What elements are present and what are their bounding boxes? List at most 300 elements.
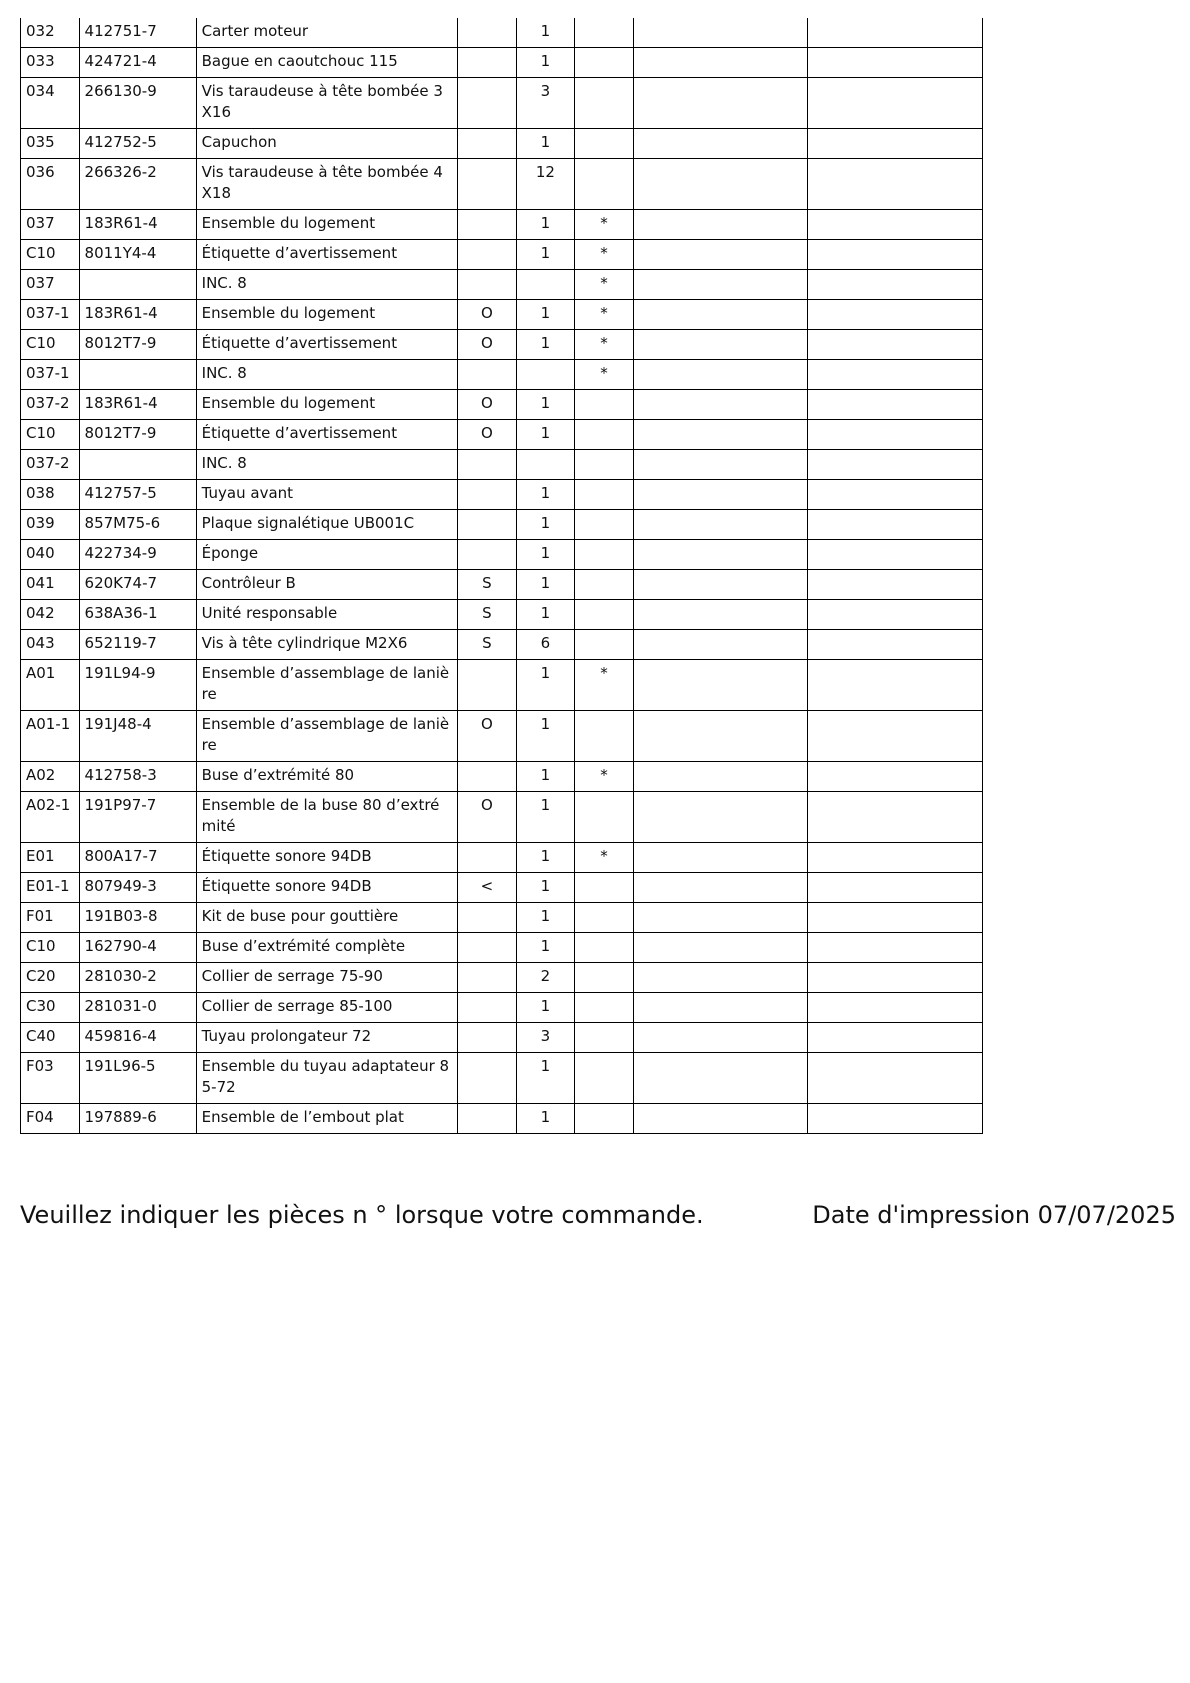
part-number-cell: C10 bbox=[21, 240, 80, 270]
blank-cell-7 bbox=[633, 762, 808, 792]
reference-cell: 412752-5 bbox=[79, 129, 196, 159]
code-cell bbox=[458, 480, 517, 510]
description-cell: Ensemble du logement bbox=[196, 390, 457, 420]
blank-cell-7 bbox=[633, 240, 808, 270]
table-row bbox=[21, 1053, 983, 1104]
table-row bbox=[21, 1023, 983, 1053]
reference-cell: 183R61-4 bbox=[79, 300, 196, 330]
blank-cell-8 bbox=[808, 48, 983, 78]
description-cell: Ensemble d’assemblage de lanière bbox=[196, 711, 457, 762]
blank-cell-7 bbox=[633, 390, 808, 420]
code-cell: S bbox=[458, 570, 517, 600]
table-row bbox=[21, 1104, 983, 1134]
part-number-cell: C10 bbox=[21, 330, 80, 360]
description-cell: Ensemble de l’embout plat bbox=[196, 1104, 457, 1134]
blank-cell-7 bbox=[633, 1104, 808, 1134]
part-number-cell: 034 bbox=[21, 78, 80, 129]
table-row bbox=[21, 480, 983, 510]
quantity-cell: 1 bbox=[516, 48, 575, 78]
description-cell: Tuyau prolongateur 72 bbox=[196, 1023, 457, 1053]
code-cell: O bbox=[458, 300, 517, 330]
blank-cell-8 bbox=[808, 480, 983, 510]
code-cell bbox=[458, 1053, 517, 1104]
part-number-cell: 032 bbox=[21, 18, 80, 48]
reference-cell: 8012T7-9 bbox=[79, 330, 196, 360]
table-row bbox=[21, 510, 983, 540]
parts-table bbox=[20, 18, 983, 1134]
part-number-cell: C20 bbox=[21, 963, 80, 993]
part-number-cell: C30 bbox=[21, 993, 80, 1023]
code-cell bbox=[458, 270, 517, 300]
table-row bbox=[21, 78, 983, 129]
description-cell: Éponge bbox=[196, 540, 457, 570]
part-number-cell: F03 bbox=[21, 1053, 80, 1104]
quantity-cell: 1 bbox=[516, 1104, 575, 1134]
blank-cell-8 bbox=[808, 450, 983, 480]
part-number-cell: F04 bbox=[21, 1104, 80, 1134]
mark-cell bbox=[575, 18, 634, 48]
mark-cell bbox=[575, 78, 634, 129]
description-cell: Étiquette d’avertissement bbox=[196, 240, 457, 270]
quantity-cell: 1 bbox=[516, 843, 575, 873]
part-number-cell: 042 bbox=[21, 600, 80, 630]
code-cell bbox=[458, 450, 517, 480]
blank-cell-7 bbox=[633, 510, 808, 540]
mark-cell bbox=[575, 540, 634, 570]
blank-cell-7 bbox=[633, 210, 808, 240]
reference-cell: 857M75-6 bbox=[79, 510, 196, 540]
description-cell: Étiquette sonore 94DB bbox=[196, 843, 457, 873]
mark-cell: * bbox=[575, 843, 634, 873]
table-row bbox=[21, 630, 983, 660]
table-row bbox=[21, 159, 983, 210]
table-row bbox=[21, 933, 983, 963]
part-number-cell: 038 bbox=[21, 480, 80, 510]
description-cell: Étiquette d’avertissement bbox=[196, 420, 457, 450]
quantity-cell: 1 bbox=[516, 570, 575, 600]
code-cell: O bbox=[458, 390, 517, 420]
reference-cell: 266326-2 bbox=[79, 159, 196, 210]
quantity-cell: 1 bbox=[516, 873, 575, 903]
mark-cell bbox=[575, 963, 634, 993]
quantity-cell: 2 bbox=[516, 963, 575, 993]
table-row bbox=[21, 570, 983, 600]
code-cell bbox=[458, 48, 517, 78]
blank-cell-8 bbox=[808, 390, 983, 420]
reference-cell bbox=[79, 270, 196, 300]
reference-cell: 197889-6 bbox=[79, 1104, 196, 1134]
table-row bbox=[21, 210, 983, 240]
code-cell bbox=[458, 843, 517, 873]
blank-cell-7 bbox=[633, 711, 808, 762]
blank-cell-8 bbox=[808, 792, 983, 843]
blank-cell-7 bbox=[633, 270, 808, 300]
table-row bbox=[21, 390, 983, 420]
code-cell bbox=[458, 1104, 517, 1134]
code-cell bbox=[458, 510, 517, 540]
blank-cell-8 bbox=[808, 1104, 983, 1134]
quantity-cell: 1 bbox=[516, 903, 575, 933]
part-number-cell: 041 bbox=[21, 570, 80, 600]
quantity-cell: 1 bbox=[516, 240, 575, 270]
blank-cell-8 bbox=[808, 210, 983, 240]
part-number-cell: 039 bbox=[21, 510, 80, 540]
part-number-cell: C10 bbox=[21, 420, 80, 450]
table-row bbox=[21, 360, 983, 390]
quantity-cell: 12 bbox=[516, 159, 575, 210]
mark-cell: * bbox=[575, 360, 634, 390]
quantity-cell: 1 bbox=[516, 300, 575, 330]
blank-cell-7 bbox=[633, 330, 808, 360]
reference-cell: 266130-9 bbox=[79, 78, 196, 129]
table-row bbox=[21, 450, 983, 480]
reference-cell bbox=[79, 360, 196, 390]
reference-cell: 191J48-4 bbox=[79, 711, 196, 762]
table-row bbox=[21, 600, 983, 630]
blank-cell-7 bbox=[633, 600, 808, 630]
blank-cell-8 bbox=[808, 159, 983, 210]
description-cell: Capuchon bbox=[196, 129, 457, 159]
quantity-cell: 1 bbox=[516, 660, 575, 711]
table-row bbox=[21, 903, 983, 933]
table-row bbox=[21, 792, 983, 843]
table-row bbox=[21, 660, 983, 711]
part-number-cell: 037 bbox=[21, 210, 80, 240]
code-cell bbox=[458, 240, 517, 270]
quantity-cell: 1 bbox=[516, 792, 575, 843]
blank-cell-7 bbox=[633, 450, 808, 480]
reference-cell: 412757-5 bbox=[79, 480, 196, 510]
code-cell bbox=[458, 540, 517, 570]
blank-cell-7 bbox=[633, 78, 808, 129]
blank-cell-8 bbox=[808, 300, 983, 330]
table-row bbox=[21, 129, 983, 159]
part-number-cell: 037-1 bbox=[21, 360, 80, 390]
mark-cell bbox=[575, 510, 634, 540]
blank-cell-7 bbox=[633, 1023, 808, 1053]
description-cell: Kit de buse pour gouttière bbox=[196, 903, 457, 933]
reference-cell bbox=[79, 450, 196, 480]
code-cell: < bbox=[458, 873, 517, 903]
part-number-cell: A01-1 bbox=[21, 711, 80, 762]
part-number-cell: A02-1 bbox=[21, 792, 80, 843]
blank-cell-8 bbox=[808, 360, 983, 390]
reference-cell: 183R61-4 bbox=[79, 210, 196, 240]
mark-cell bbox=[575, 873, 634, 903]
blank-cell-7 bbox=[633, 18, 808, 48]
table-row bbox=[21, 711, 983, 762]
description-cell: Ensemble du tuyau adaptateur 85-72 bbox=[196, 1053, 457, 1104]
code-cell: S bbox=[458, 630, 517, 660]
blank-cell-8 bbox=[808, 18, 983, 48]
reference-cell: 620K74-7 bbox=[79, 570, 196, 600]
mark-cell: * bbox=[575, 240, 634, 270]
quantity-cell: 1 bbox=[516, 18, 575, 48]
quantity-cell: 1 bbox=[516, 330, 575, 360]
code-cell: O bbox=[458, 711, 517, 762]
blank-cell-8 bbox=[808, 240, 983, 270]
part-number-cell: 035 bbox=[21, 129, 80, 159]
code-cell: O bbox=[458, 330, 517, 360]
mark-cell bbox=[575, 630, 634, 660]
blank-cell-8 bbox=[808, 270, 983, 300]
mark-cell: * bbox=[575, 330, 634, 360]
code-cell: O bbox=[458, 792, 517, 843]
blank-cell-7 bbox=[633, 630, 808, 660]
mark-cell bbox=[575, 1104, 634, 1134]
blank-cell-8 bbox=[808, 129, 983, 159]
blank-cell-7 bbox=[633, 48, 808, 78]
blank-cell-8 bbox=[808, 993, 983, 1023]
table-row bbox=[21, 993, 983, 1023]
blank-cell-8 bbox=[808, 1023, 983, 1053]
mark-cell: * bbox=[575, 762, 634, 792]
description-cell: Buse d’extrémité complète bbox=[196, 933, 457, 963]
mark-cell bbox=[575, 933, 634, 963]
table-row bbox=[21, 300, 983, 330]
reference-cell: 424721-4 bbox=[79, 48, 196, 78]
mark-cell: * bbox=[575, 210, 634, 240]
reference-cell: 422734-9 bbox=[79, 540, 196, 570]
blank-cell-8 bbox=[808, 762, 983, 792]
code-cell: O bbox=[458, 420, 517, 450]
description-cell: Carter moteur bbox=[196, 18, 457, 48]
reference-cell: 652119-7 bbox=[79, 630, 196, 660]
code-cell bbox=[458, 933, 517, 963]
quantity-cell: 1 bbox=[516, 1053, 575, 1104]
reference-cell: 162790-4 bbox=[79, 933, 196, 963]
table-row bbox=[21, 18, 983, 48]
blank-cell-8 bbox=[808, 843, 983, 873]
blank-cell-7 bbox=[633, 300, 808, 330]
blank-cell-8 bbox=[808, 1053, 983, 1104]
part-number-cell: A02 bbox=[21, 762, 80, 792]
mark-cell bbox=[575, 129, 634, 159]
code-cell bbox=[458, 903, 517, 933]
mark-cell bbox=[575, 792, 634, 843]
mark-cell bbox=[575, 993, 634, 1023]
blank-cell-8 bbox=[808, 510, 983, 540]
blank-cell-7 bbox=[633, 933, 808, 963]
quantity-cell: 1 bbox=[516, 480, 575, 510]
description-cell: Ensemble d’assemblage de lanière bbox=[196, 660, 457, 711]
blank-cell-8 bbox=[808, 933, 983, 963]
reference-cell: 459816-4 bbox=[79, 1023, 196, 1053]
quantity-cell: 1 bbox=[516, 420, 575, 450]
blank-cell-7 bbox=[633, 873, 808, 903]
part-number-cell: 037 bbox=[21, 270, 80, 300]
code-cell bbox=[458, 159, 517, 210]
reference-cell: 412758-3 bbox=[79, 762, 196, 792]
reference-cell: 8012T7-9 bbox=[79, 420, 196, 450]
mark-cell bbox=[575, 1023, 634, 1053]
part-number-cell: A01 bbox=[21, 660, 80, 711]
reference-cell: 8011Y4-4 bbox=[79, 240, 196, 270]
blank-cell-8 bbox=[808, 711, 983, 762]
description-cell: INC. 8 bbox=[196, 450, 457, 480]
description-cell: Buse d’extrémité 80 bbox=[196, 762, 457, 792]
table-row bbox=[21, 270, 983, 300]
blank-cell-8 bbox=[808, 540, 983, 570]
table-row bbox=[21, 963, 983, 993]
part-number-cell: 037-1 bbox=[21, 300, 80, 330]
quantity-cell: 1 bbox=[516, 390, 575, 420]
blank-cell-7 bbox=[633, 129, 808, 159]
mark-cell bbox=[575, 159, 634, 210]
description-cell: Ensemble du logement bbox=[196, 300, 457, 330]
blank-cell-7 bbox=[633, 903, 808, 933]
quantity-cell bbox=[516, 450, 575, 480]
quantity-cell: 3 bbox=[516, 1023, 575, 1053]
description-cell: Ensemble de la buse 80 d’extrémité bbox=[196, 792, 457, 843]
description-cell: Vis taraudeuse à tête bombée 4X18 bbox=[196, 159, 457, 210]
reference-cell: 412751-7 bbox=[79, 18, 196, 48]
table-row bbox=[21, 330, 983, 360]
part-number-cell: F01 bbox=[21, 903, 80, 933]
description-cell: Collier de serrage 85-100 bbox=[196, 993, 457, 1023]
table-row bbox=[21, 762, 983, 792]
blank-cell-7 bbox=[633, 480, 808, 510]
reference-cell: 183R61-4 bbox=[79, 390, 196, 420]
blank-cell-8 bbox=[808, 570, 983, 600]
part-number-cell: C40 bbox=[21, 1023, 80, 1053]
reference-cell: 281030-2 bbox=[79, 963, 196, 993]
description-cell: Bague en caoutchouc 115 bbox=[196, 48, 457, 78]
part-number-cell: E01 bbox=[21, 843, 80, 873]
mark-cell bbox=[575, 420, 634, 450]
code-cell bbox=[458, 210, 517, 240]
blank-cell-8 bbox=[808, 873, 983, 903]
blank-cell-7 bbox=[633, 360, 808, 390]
quantity-cell: 1 bbox=[516, 510, 575, 540]
quantity-cell: 1 bbox=[516, 129, 575, 159]
description-cell: Ensemble du logement bbox=[196, 210, 457, 240]
blank-cell-8 bbox=[808, 600, 983, 630]
code-cell: S bbox=[458, 600, 517, 630]
part-number-cell: 036 bbox=[21, 159, 80, 210]
blank-cell-7 bbox=[633, 792, 808, 843]
code-cell bbox=[458, 360, 517, 390]
blank-cell-7 bbox=[633, 843, 808, 873]
blank-cell-7 bbox=[633, 159, 808, 210]
blank-cell-8 bbox=[808, 630, 983, 660]
mark-cell bbox=[575, 480, 634, 510]
reference-cell: 807949-3 bbox=[79, 873, 196, 903]
blank-cell-8 bbox=[808, 660, 983, 711]
code-cell bbox=[458, 762, 517, 792]
blank-cell-8 bbox=[808, 420, 983, 450]
quantity-cell: 1 bbox=[516, 711, 575, 762]
description-cell: Vis à tête cylindrique M2X6 bbox=[196, 630, 457, 660]
table-row bbox=[21, 540, 983, 570]
quantity-cell: 1 bbox=[516, 210, 575, 240]
table-row bbox=[21, 240, 983, 270]
table-row bbox=[21, 420, 983, 450]
mark-cell bbox=[575, 570, 634, 600]
description-cell: Étiquette d’avertissement bbox=[196, 330, 457, 360]
print-date: Date d'impression 07/07/2025 bbox=[812, 1201, 1176, 1229]
quantity-cell: 6 bbox=[516, 630, 575, 660]
reference-cell: 281031-0 bbox=[79, 993, 196, 1023]
mark-cell bbox=[575, 903, 634, 933]
table-row bbox=[21, 48, 983, 78]
description-cell: Contrôleur B bbox=[196, 570, 457, 600]
description-cell: INC. 8 bbox=[196, 270, 457, 300]
quantity-cell: 3 bbox=[516, 78, 575, 129]
reference-cell: 800A17-7 bbox=[79, 843, 196, 873]
part-number-cell: 037-2 bbox=[21, 450, 80, 480]
reference-cell: 191L96-5 bbox=[79, 1053, 196, 1104]
blank-cell-7 bbox=[633, 420, 808, 450]
code-cell bbox=[458, 18, 517, 48]
quantity-cell: 1 bbox=[516, 762, 575, 792]
quantity-cell bbox=[516, 360, 575, 390]
reference-cell: 191P97-7 bbox=[79, 792, 196, 843]
code-cell bbox=[458, 129, 517, 159]
quantity-cell: 1 bbox=[516, 933, 575, 963]
part-number-cell: E01-1 bbox=[21, 873, 80, 903]
reference-cell: 191L94-9 bbox=[79, 660, 196, 711]
mark-cell bbox=[575, 390, 634, 420]
description-cell: Vis taraudeuse à tête bombée 3X16 bbox=[196, 78, 457, 129]
quantity-cell bbox=[516, 270, 575, 300]
code-cell bbox=[458, 963, 517, 993]
blank-cell-7 bbox=[633, 540, 808, 570]
mark-cell: * bbox=[575, 300, 634, 330]
part-number-cell: 043 bbox=[21, 630, 80, 660]
blank-cell-7 bbox=[633, 570, 808, 600]
mark-cell bbox=[575, 711, 634, 762]
quantity-cell: 1 bbox=[516, 540, 575, 570]
part-number-cell: 033 bbox=[21, 48, 80, 78]
code-cell bbox=[458, 1023, 517, 1053]
code-cell bbox=[458, 78, 517, 129]
parts-table-body bbox=[21, 18, 983, 1134]
part-number-cell: 037-2 bbox=[21, 390, 80, 420]
code-cell bbox=[458, 993, 517, 1023]
mark-cell bbox=[575, 48, 634, 78]
reference-cell: 638A36-1 bbox=[79, 600, 196, 630]
mark-cell bbox=[575, 600, 634, 630]
blank-cell-8 bbox=[808, 903, 983, 933]
blank-cell-7 bbox=[633, 993, 808, 1023]
code-cell bbox=[458, 660, 517, 711]
blank-cell-8 bbox=[808, 78, 983, 129]
description-cell: Tuyau avant bbox=[196, 480, 457, 510]
blank-cell-7 bbox=[633, 963, 808, 993]
blank-cell-8 bbox=[808, 330, 983, 360]
part-number-cell: 040 bbox=[21, 540, 80, 570]
mark-cell: * bbox=[575, 270, 634, 300]
quantity-cell: 1 bbox=[516, 993, 575, 1023]
blank-cell-7 bbox=[633, 1053, 808, 1104]
mark-cell bbox=[575, 450, 634, 480]
quantity-cell: 1 bbox=[516, 600, 575, 630]
blank-cell-7 bbox=[633, 660, 808, 711]
blank-cell-8 bbox=[808, 963, 983, 993]
mark-cell: * bbox=[575, 660, 634, 711]
mark-cell bbox=[575, 1053, 634, 1104]
description-cell: Plaque signalétique UB001C bbox=[196, 510, 457, 540]
order-note: Veuillez indiquer les pièces n ° lorsque votre commande. bbox=[20, 1201, 704, 1229]
description-cell: Étiquette sonore 94DB bbox=[196, 873, 457, 903]
table-row bbox=[21, 843, 983, 873]
reference-cell: 191B03-8 bbox=[79, 903, 196, 933]
part-number-cell: C10 bbox=[21, 933, 80, 963]
description-cell: Collier de serrage 75-90 bbox=[196, 963, 457, 993]
description-cell: INC. 8 bbox=[196, 360, 457, 390]
description-cell: Unité responsable bbox=[196, 600, 457, 630]
